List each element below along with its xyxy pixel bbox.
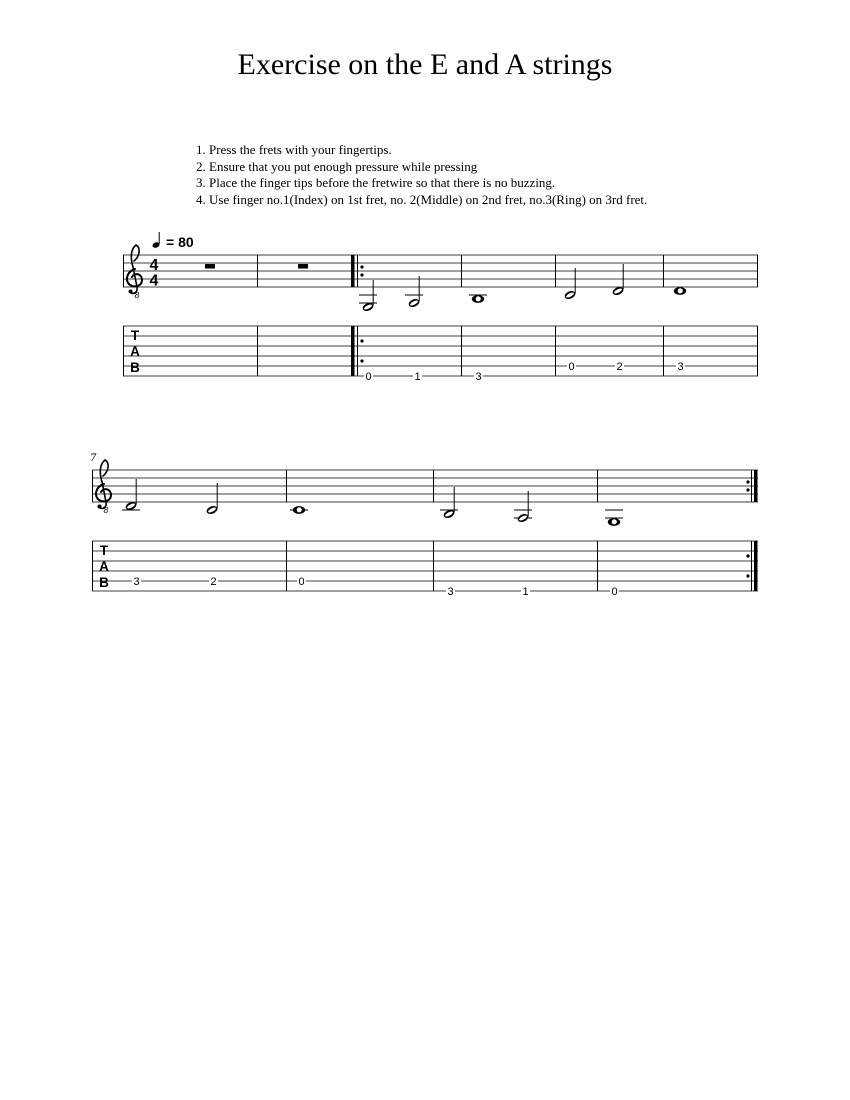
end-repeat-barline [746,470,757,591]
tab-clef-a: A [99,559,109,574]
octave-marking: 8 [134,291,140,300]
half-note [442,487,455,519]
measure-number: 7 [90,453,97,464]
barlines-system-1 [124,255,758,376]
ledger-lines-system-2 [122,510,623,518]
whole-rest [298,264,308,269]
tab-clef [99,543,109,590]
tab-fret-number: 0 [611,586,618,598]
half-note [516,491,529,523]
octave-marking: 8 [103,506,109,515]
half-note [205,483,218,515]
tab-clef-t: T [99,543,109,558]
tab-fret-number: 3 [677,361,684,373]
staff-lines-system-1 [123,255,758,287]
instruction-item: 1. Press the frets with your fingertips. [196,142,392,157]
tab-fret-number: 2 [616,361,623,373]
tab-fret-number: 0 [298,576,305,588]
half-note [361,280,374,312]
tab-fret-number: 3 [447,586,454,598]
tab-clef-b: B [130,360,140,375]
tab-fret-number: 3 [133,576,140,588]
half-note [407,276,420,308]
barlines-system-2 [93,470,598,591]
treble-clef-icon [127,245,142,294]
whole-note [674,287,686,295]
tempo-text: = 80 [166,234,194,250]
instruction-item: 4. Use finger no.1(Index) on 1st fret, no. 2(Middle) on 2nd fret, no.3(Ring) on 3rd fret. [196,191,648,207]
half-note [563,268,576,300]
instruction-item: 2. Ensure that you put enough pressure while pressing [196,158,478,174]
note-measure-3 [361,276,420,312]
whole-rest [205,264,215,269]
time-signature-bottom: 4 [149,272,159,290]
half-note [611,264,624,296]
tab-fret-number: 3 [475,371,482,383]
tab-fret-number: 2 [210,576,217,588]
tab-clef [130,328,140,375]
whole-note [293,506,305,514]
time-signature-top: 4 [149,257,159,274]
treble-clef-icon [96,460,111,509]
tab-clef-t: T [130,328,140,343]
start-repeat-barline [351,255,364,376]
score-title: Exercise on the E and A strings [237,48,613,81]
whole-note [608,518,620,526]
half-note [124,479,137,511]
tab-fret-number: 1 [522,586,529,598]
tab-fret-number: 1 [414,371,421,383]
tab-lines-system-2 [92,541,758,591]
tempo-marking [152,232,194,250]
tab-clef-b: B [99,575,109,590]
ledger-lines-system-1 [359,295,487,303]
tab-fret-number: 0 [568,361,575,373]
whole-note [472,295,484,303]
tab-fret-number: 0 [365,371,372,383]
tab-clef-a: A [130,344,140,359]
note-measure-5 [563,264,624,300]
staff-lines-system-2 [92,470,758,502]
instruction-item: 3. Place the finger tips before the fretwire so that there is no buzzing. [196,175,556,190]
tab-lines-system-1 [123,326,758,376]
